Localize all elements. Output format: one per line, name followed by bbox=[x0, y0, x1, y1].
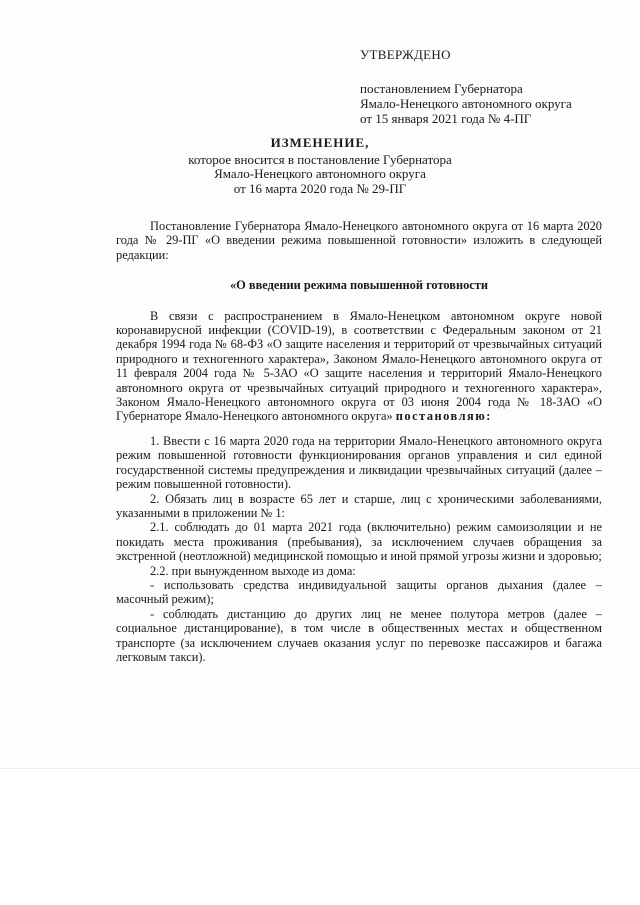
preamble-text: В связи с распространением в Ямало-Ненецком автономном округе новой коронавирусной инфекции (COVID-19), в соответствии с Федеральным законом от 21 декабря 1994 года № 68-ФЗ «О защите населения и территорий от чрезвычайных ситуаций природного и техногенного характера», Законом Ямало-Ненецкого автономного округа от 11 февраля 2004 года № 5-ЗАО «О защите населения и территорий Ямало-Ненецкого автономного округа от чрезвычайных ситуаций природного и техногенного характера», Законом Ямало-Ненецкого автономного округа от 03 июня 2004 года № 18-ЗАО «О Губернаторе Ямало-Ненецкого автономного округа» bbox=[116, 308, 602, 424]
approval-block bbox=[360, 47, 572, 126]
document-heading bbox=[0, 136, 640, 196]
heading-line-2: Ямало-Ненецкого автономного округа bbox=[214, 166, 426, 181]
heading-main: ИЗМЕНЕНИЕ, bbox=[270, 135, 370, 150]
approval-line-2: Ямало-Ненецкого автономного округа bbox=[360, 96, 572, 111]
item-2: 2. Обязать лиц в возрасте 65 лет и старше, лиц с хроническими заболеваниями, указанными в приложении № 1: bbox=[116, 491, 602, 520]
item-2-2: 2.2. при вынужденном выходе из дома: bbox=[150, 563, 356, 578]
preamble-paragraph bbox=[116, 309, 602, 424]
approval-title: УТВЕРЖДЕНО bbox=[360, 47, 451, 62]
decree-subtitle: «О введении режима повышенной готовности bbox=[229, 278, 489, 293]
heading-line-3: от 16 марта 2020 года № 29-ПГ bbox=[233, 180, 407, 196]
decree-word: постановляю: bbox=[395, 409, 492, 424]
item-1: 1. Ввести с 16 марта 2020 года на территории Ямало-Ненецкого автономного округа режим повышенной готовности функционирования органов управления и сил единой государственной системы предупреждения и ликвидации чрезвычайных ситуаций (далее – режим повышенной готовности). bbox=[116, 433, 602, 492]
intro-paragraph: Постановление Губернатора Ямало-Ненецкого автономного округа от 16 марта 2020 года № 29-ПГ «О введении режима повышенной готовности» изложить в следующей редакции: bbox=[116, 219, 602, 262]
item-2-1: 2.1. соблюдать до 01 марта 2021 года (включительно) режим самоизоляции и не покидать места проживания (пребывания), за исключением случаев обращения за экстренной (неотложной) медицинской помощью и иной прямой угрозы жизни и здоровью; bbox=[116, 520, 602, 564]
heading-line-1: которое вносится в постановление Губернатора bbox=[188, 151, 452, 167]
bullet-mask-regime: - использовать средства индивидуальной защиты органов дыхания (далее – масочный режим); bbox=[116, 577, 602, 607]
document-body bbox=[116, 219, 602, 664]
approval-line-1: постановлением Губернатора bbox=[360, 81, 523, 96]
approval-line-3: от 15 января 2021 года № 4-ПГ bbox=[360, 111, 532, 126]
bullet-social-distancing: - соблюдать дистанцию до других лиц не менее полутора метров (далее – социальное дистанцирование), в том числе в общественных местах и общественном транспорте (за исключением случаев оказания услуг по перевозке пассажиров и багажа легковым такси). bbox=[116, 606, 602, 664]
